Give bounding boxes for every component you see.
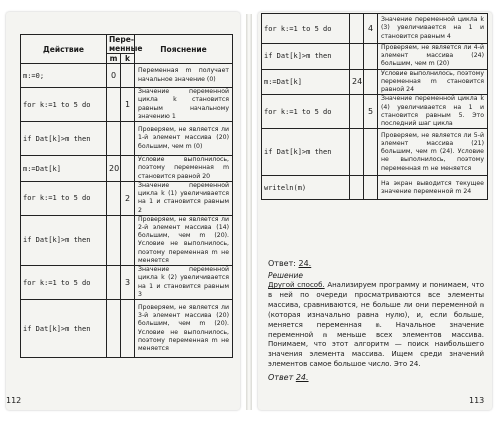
left_page-row: [21, 156, 233, 182]
m-cell: [107, 300, 121, 358]
explanation-cell: Условие выполнилось, поэтому переменная m становится равной 20: [135, 156, 233, 182]
answer-value: 24.: [298, 259, 312, 268]
k-cell: 4: [364, 14, 378, 44]
solution-text-3: . Начальное значение переменной: [268, 320, 484, 339]
k-cell: [121, 122, 135, 156]
left_page-row: [21, 266, 233, 300]
explanation-cell: Проверяем, не является ли 2-й элемент массива (14) большим, чем m (20). Условие не выполнилось, поэтому переменная m не меняется: [135, 215, 233, 265]
k-cell: 2: [121, 182, 135, 216]
k-cell: [121, 64, 135, 88]
k-cell: [121, 156, 135, 182]
book-spine: [246, 14, 252, 410]
m-cell: [350, 129, 364, 176]
page-number-right: 113: [469, 396, 485, 405]
left_page-row: [21, 64, 233, 88]
answer2-label: Ответ: [268, 373, 294, 382]
m-cell: [107, 266, 121, 300]
right_page-row: [262, 14, 488, 44]
explanation-cell: На экран выводится текущее значение переменной m 24: [378, 176, 488, 200]
header-action: Действие: [21, 35, 107, 64]
variable-m-2: m: [375, 320, 380, 329]
right_page-row: [262, 176, 488, 200]
answer-label: Ответ:: [268, 259, 296, 268]
m-cell: [350, 44, 364, 70]
solution-lead: Другой способ.: [268, 281, 325, 289]
k-cell: [121, 300, 135, 358]
header-explanation: Пояснение: [135, 35, 233, 64]
m-cell: [350, 95, 364, 129]
code-cell: for k:=1 to 5 do: [21, 88, 107, 122]
code-cell: m:=0;: [21, 64, 107, 88]
explanation-cell: Проверяем, не является ли 1-й элемент массива (20) большим, чем m (0): [135, 122, 233, 156]
right_page-row: [262, 44, 488, 70]
code-cell: if Dat[k]>m then: [21, 300, 107, 358]
solution-paragraph: [268, 281, 484, 370]
k-cell: 5: [364, 95, 378, 129]
k-cell: 1: [121, 88, 135, 122]
answer2-value: 24.: [295, 373, 309, 382]
k-cell: [364, 69, 378, 95]
m-cell: [107, 182, 121, 216]
variable-m-1: m: [480, 300, 484, 309]
m-cell: [107, 215, 121, 265]
variable-m-3: m: [323, 330, 328, 339]
left_page-row: [21, 182, 233, 216]
header-k: k: [121, 54, 135, 64]
trace-table-right: [261, 13, 488, 200]
explanation-cell: Проверяем, не является ли 3-й элемент массива (20) большим, чем m (20). Условие не выполнилось, поэтому переменная m не меняется: [135, 300, 233, 358]
left_page-row: [21, 215, 233, 265]
m-cell: [107, 122, 121, 156]
m-cell: 20: [107, 156, 121, 182]
solution-text-2: (которая изначально равна нулю), и, если больше, меняется переменная: [268, 310, 484, 329]
right_page-row: [262, 95, 488, 129]
k-cell: 3: [121, 266, 135, 300]
code-cell: if Dat[k]>m then: [21, 122, 107, 156]
k-cell: [121, 215, 135, 265]
code-cell: for k:=1 to 5 do: [262, 14, 350, 44]
code-cell: if Dat[k]>m then: [262, 129, 350, 176]
code-cell: for k:=1 to 5 do: [21, 266, 107, 300]
code-cell: for k:=1 to 5 do: [262, 95, 350, 129]
m-cell: [107, 88, 121, 122]
answer-line-2: [268, 373, 309, 382]
explanation-cell: Проверяем, не является ли 5-й элемент массива (21) большим, чем m (24). Условие не выполнилось, поэтому переменная m не меняется: [378, 129, 488, 176]
code-cell: for k:=1 to 5 do: [21, 182, 107, 216]
code-cell: if Dat[k]>m then: [262, 44, 350, 70]
k-cell: [364, 44, 378, 70]
code-cell: writeln(m): [262, 176, 350, 200]
page-number-left: 112: [6, 396, 22, 405]
code-cell: m:=Dat[k]: [21, 156, 107, 182]
right_page-row: [262, 129, 488, 176]
m-cell: [350, 176, 364, 200]
m-cell: 0: [107, 64, 121, 88]
explanation-cell: Значение переменной цикла k (4) увеличивается на 1 и становится равным 5. Это последний шаг цикла: [378, 95, 488, 129]
m-cell: 24: [350, 69, 364, 95]
right-page: [258, 12, 492, 410]
left_page-row: [21, 300, 233, 358]
left_page-row: [21, 122, 233, 156]
left-page: [6, 12, 240, 410]
m-cell: [350, 14, 364, 44]
k-cell: [364, 129, 378, 176]
solution-text-1: Анализируем программу и понимаем, что в ней по очереди просматриваются все элементы массива, сравниваются, не больше ли они переменной: [268, 281, 484, 309]
right_page-row: [262, 69, 488, 95]
explanation-cell: Значение переменной цикла k (1) увеличивается на 1 и становится равным 2: [135, 182, 233, 216]
explanation-cell: Условие выполнилось, поэтому переменная m становится равной 24: [378, 69, 488, 95]
code-cell: if Dat[k]>m then: [21, 215, 107, 265]
trace-table-left: [20, 34, 233, 358]
explanation-cell: Значение переменной цикла k становится равным начальному значению 1: [135, 88, 233, 122]
explanation-cell: Значение переменной цикла k (2) увеличивается на 1 и становится равным 3: [135, 266, 233, 300]
explanation-cell: Значение переменной цикла k (3) увеличивается на 1 и становится равным 4: [378, 14, 488, 44]
code-cell: m:=Dat[k]: [262, 69, 350, 95]
k-cell: [364, 176, 378, 200]
header-variables: Пере-менные: [107, 35, 135, 54]
solution-heading: Решение: [268, 271, 304, 280]
explanation-cell: Переменная m получает начальное значение (0): [135, 64, 233, 88]
solution-text-4: меньше всех элементов массива. Понимаем, что этот алгоритм — поиск наибольшего значения элемента массива. Ищем среди значений элементов самое большое число. Это 24.: [268, 330, 484, 369]
left_page-row: [21, 88, 233, 122]
explanation-cell: Проверяем, не является ли 4-й элемент массива (24) большим, чем m (20): [378, 44, 488, 70]
answer-line: [268, 259, 311, 268]
header-m: m: [107, 54, 121, 64]
